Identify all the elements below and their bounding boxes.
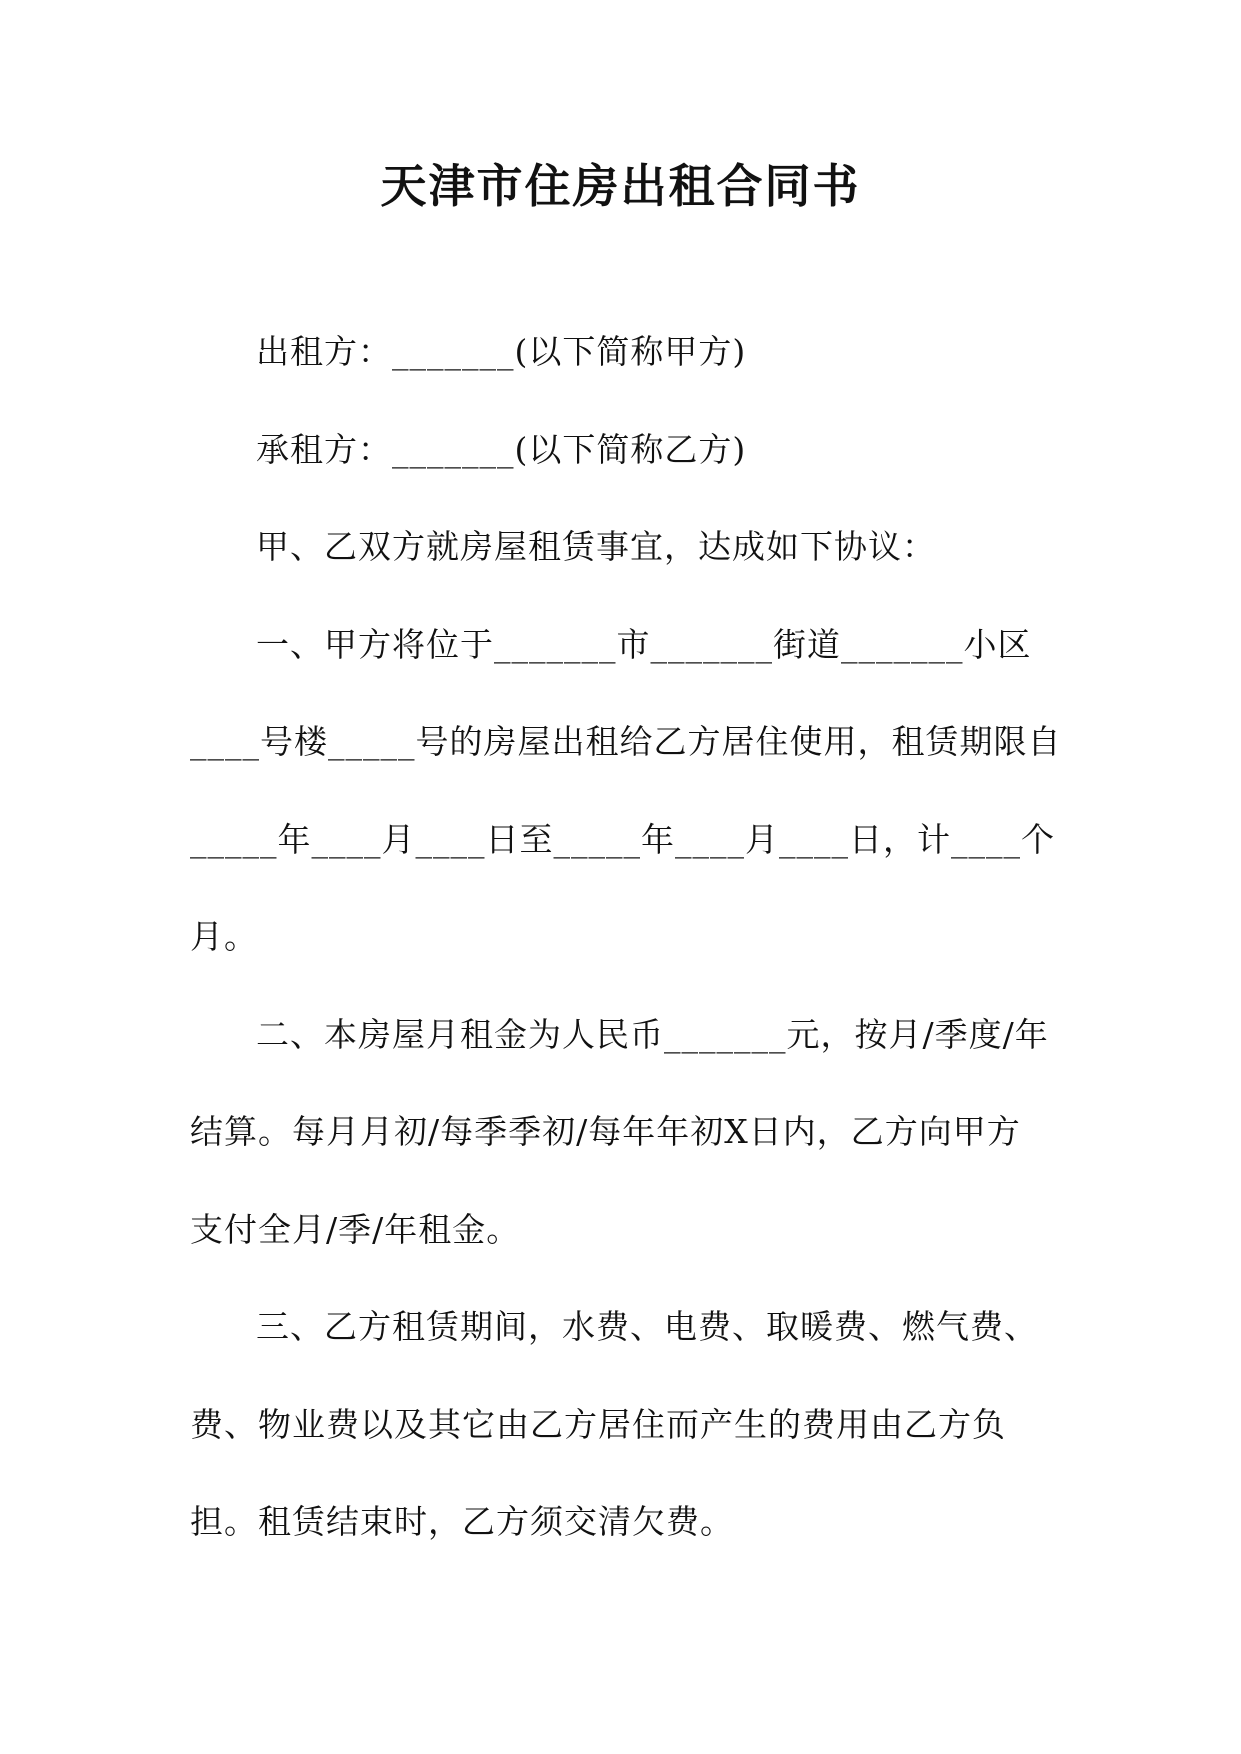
paragraph-line: ____号楼_____号的房屋出租给乙方居住使用，租赁期限自 [190,722,1062,761]
paragraph-agreement-intro [190,498,1050,596]
document-body [190,303,1062,1571]
paragraph-line: 月。 [190,917,258,956]
paragraph-line: 费、物业费以及其它由乙方居住而产生的费用由乙方负 [190,1404,1006,1444]
document-title: 天津市住房出租合同书 [380,159,861,213]
paragraph-line: 担。租赁结束时，乙方须交清欠费。 [190,1502,734,1541]
paragraph-line: 三、乙方租赁期间，水费、电费、取暖费、燃气费、 [256,1307,1038,1346]
paragraph-line: 甲、乙双方就房屋租赁事宜，达成如下协议： [256,527,936,566]
paragraph-line: 二、本房屋月租金为人民币_______元，按月/季度/年 [256,1014,1049,1054]
clause-two [190,986,1050,1279]
paragraph-line: 一、甲方将位于_______市_______街道_______小区 [256,624,1032,664]
clause-one [190,596,1062,986]
paragraph-line: 出租方：_______(以下简称甲方) [256,332,747,371]
paragraph-line: 支付全月/季/年租金。 [190,1209,521,1249]
paragraph-lessor [190,303,1050,401]
paragraph-lessee [190,401,1050,499]
paragraph-line: _____年____月____日至_____年____月____日，计____个 [190,819,1055,859]
clause-three [190,1278,1050,1571]
paragraph-line: 承租方：_______(以下简称乙方) [256,429,747,469]
paragraph-line: 结算。每月月初/每季季初/每年年初X日内，乙方向甲方 [190,1112,1021,1151]
